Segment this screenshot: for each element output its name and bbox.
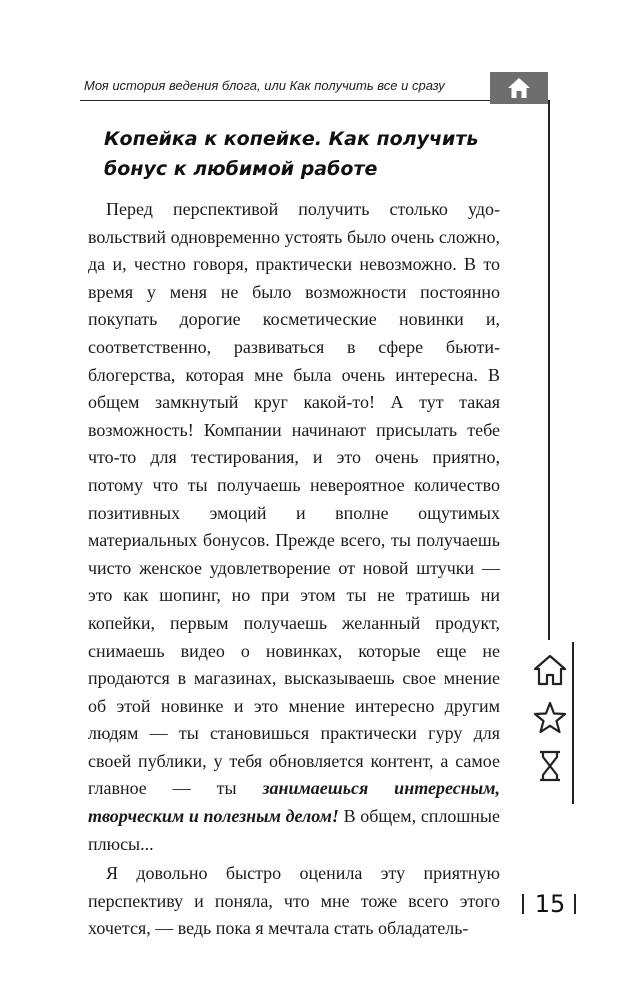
header-home-button[interactable] — [490, 72, 548, 104]
chapter-heading: Копейка к копейке. Как получить бонус к любимой работе — [104, 128, 479, 180]
emphasis-text: занимаешься интересным, творческим и полезным делом! — [88, 778, 500, 827]
margin-rule-bottom — [572, 642, 574, 804]
header-divider — [80, 100, 524, 101]
hourglass-icon[interactable] — [532, 748, 568, 784]
page-number-block — [522, 888, 578, 922]
running-title: Моя история ведения блога, или Как получить все и сразу — [84, 78, 445, 93]
page-number-tick — [574, 894, 576, 914]
margin-rule-top — [548, 100, 550, 640]
paragraph: Перед перспективой получить столько удовольствий одновременно устоять было очень сложно, да и, честно говоря, практически невозможно. В то время у меня не было возможности постоянно покупать дорогие косметические новинки и, соответственно, развиваться в сфере бьюти-блогерства, которая мне была очень интересна. В общем замкнутый круг какой-то! А тут такая возможность! Компании начинают присылать тебе что-то для тестирования, и это очень приятно, потому что ты получаешь невероятное количество позитивных эмоций и вполне ощутимых материальных бонусов. Прежде всего, ты получаешь чисто женское удовлетворение от новой штучки — это как шопинг, но при этом ты не тратишь ни копейки, первым получаешь желанный продукт, снимаешь видео о новинках, которые еще не продаются в магазинах, высказываешь свое мнение об этой новинке и это мнение интересно другим людям — ты становишься практически гуру для своей публики, у тебя обновляется контент, а самое главное — ты занимаешься интересным, творческим и полезным делом! В общем, сплошные плюсы... — [88, 199, 500, 854]
body-text — [88, 196, 500, 943]
paragraph: Я довольно быстро оценила эту приятную перспективу и поняла, что мне тоже всего этого хочется, — ведь пока я мечтала стать обладатель- — [88, 863, 500, 939]
home-icon — [506, 76, 532, 100]
page-number: 15 — [534, 890, 566, 918]
home-icon[interactable] — [532, 652, 568, 688]
page-number-tick — [522, 894, 524, 914]
star-icon[interactable] — [532, 700, 568, 736]
